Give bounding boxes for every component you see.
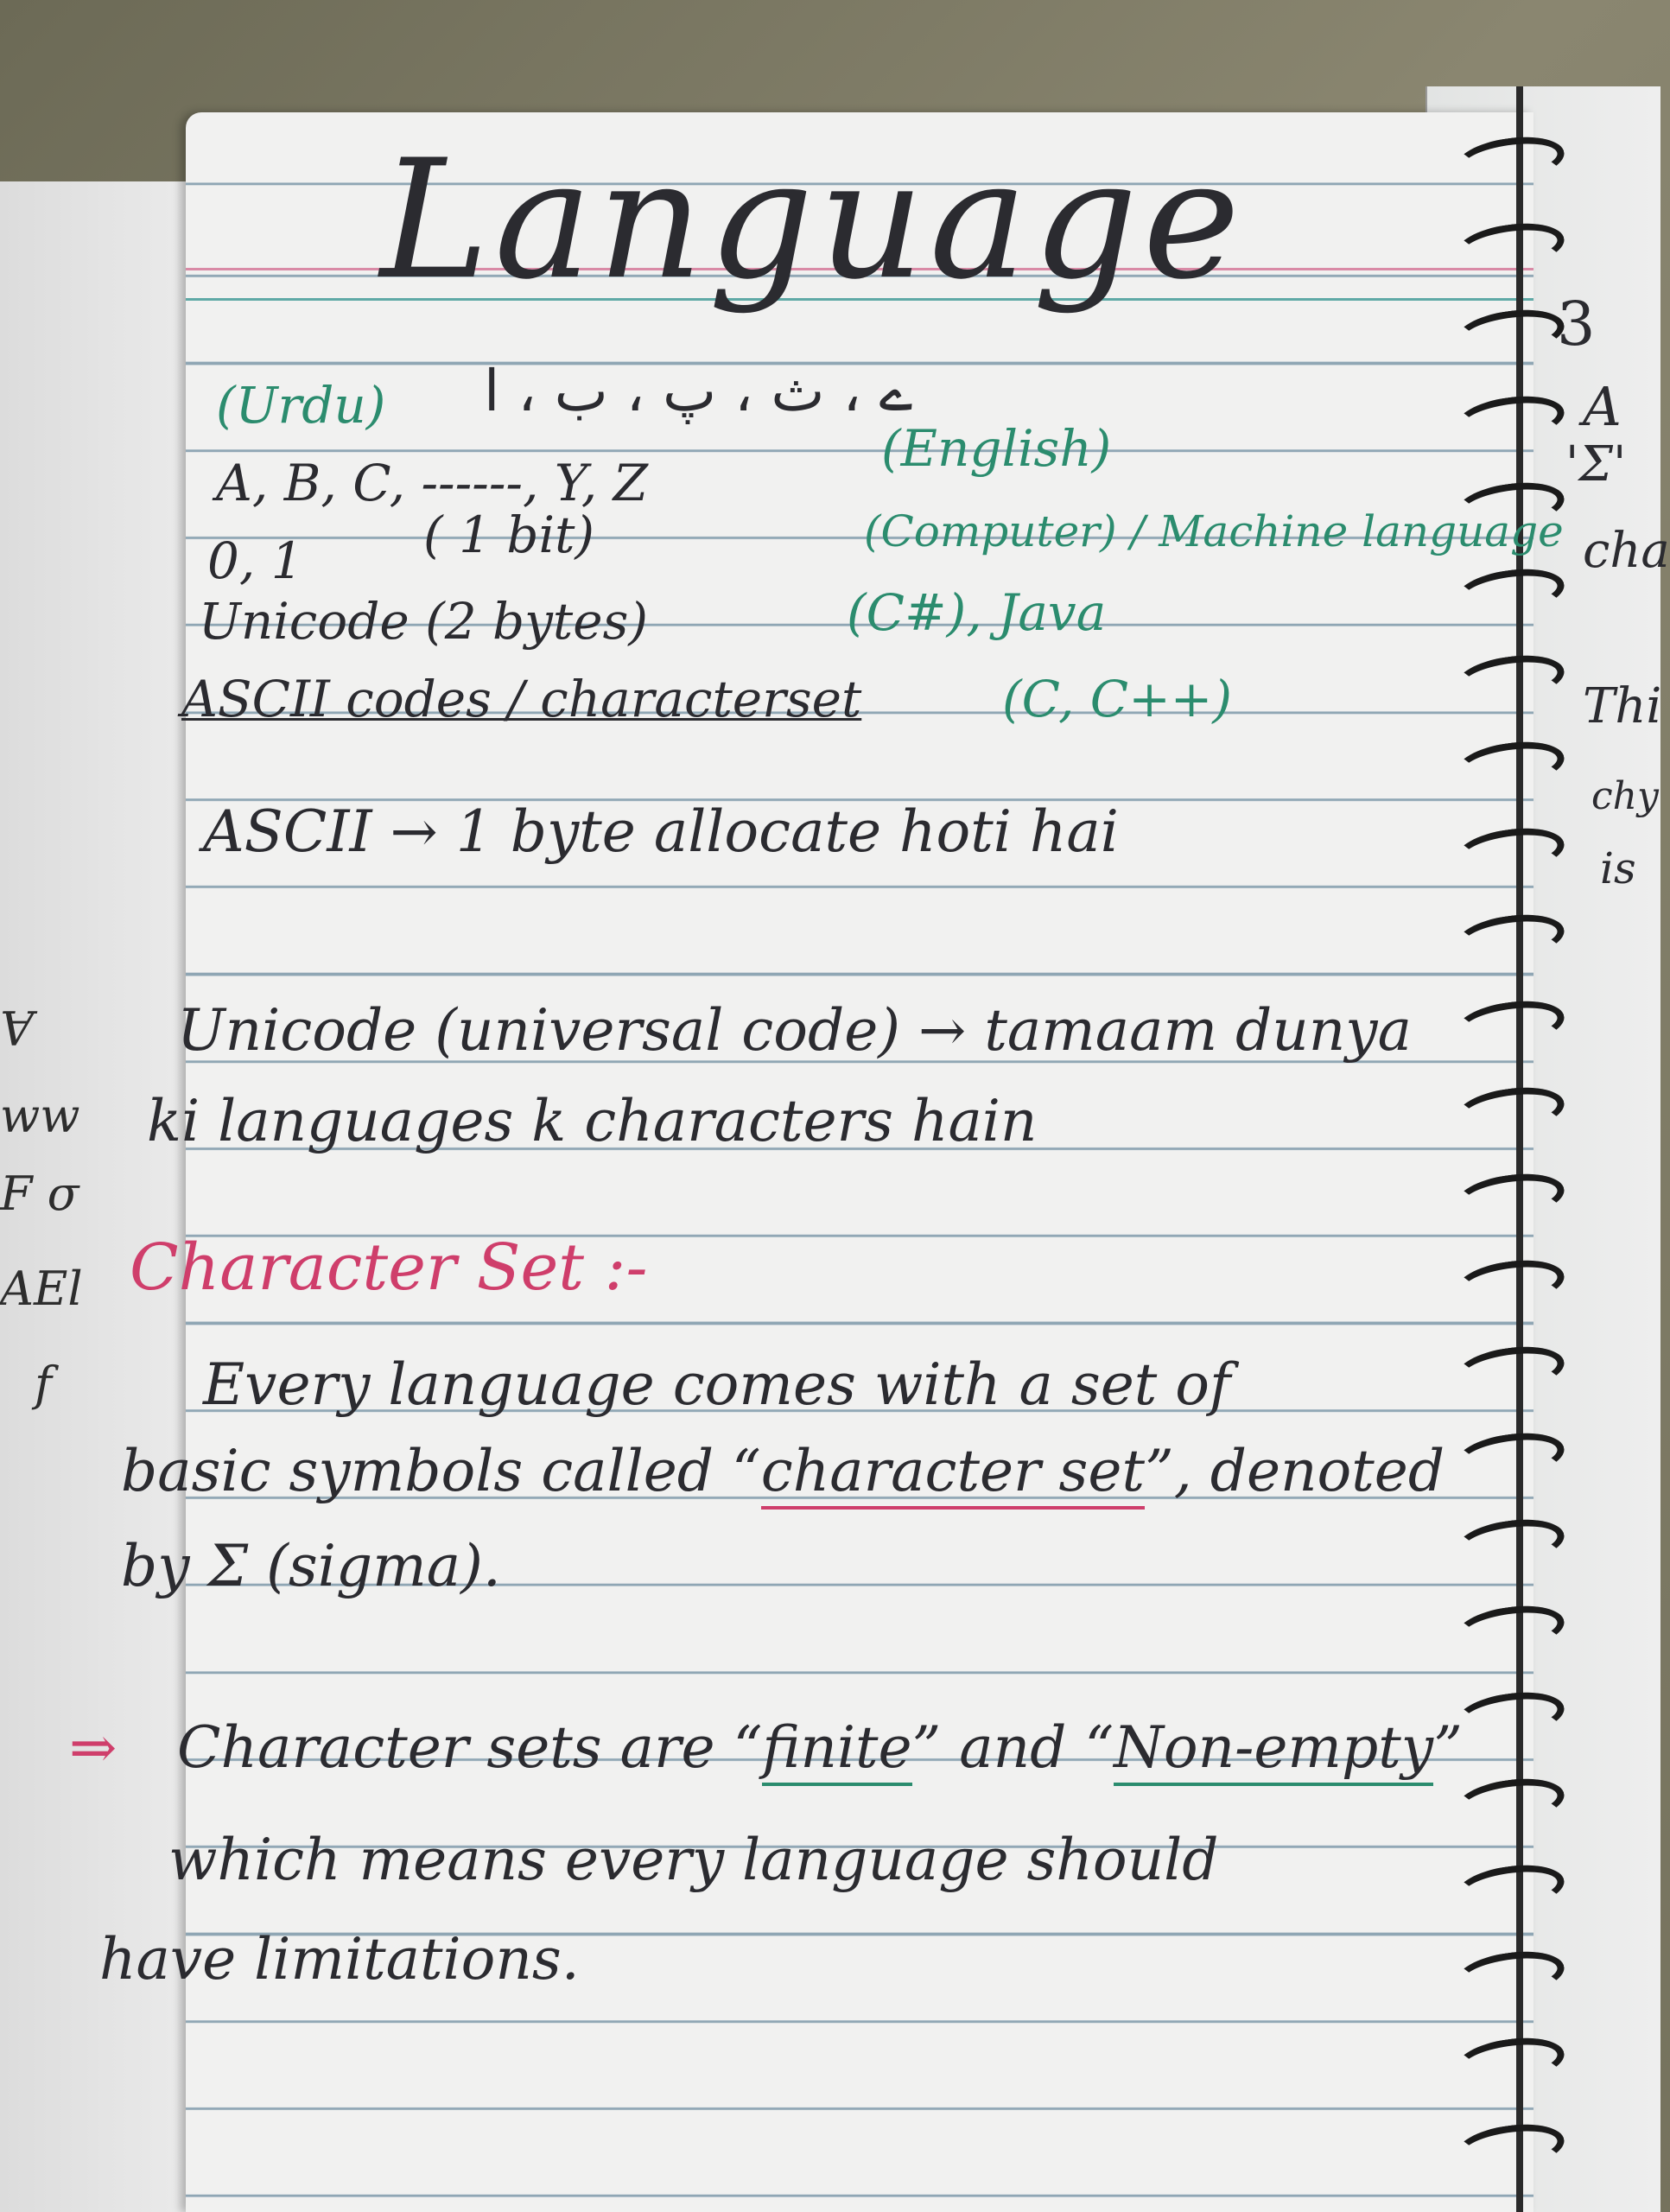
spiral-ring	[1453, 908, 1567, 966]
spiral-ring	[1453, 2031, 1567, 2089]
charset-body-2a: basic symbols called “	[121, 1438, 761, 1504]
non-empty-term: Non-empty	[1114, 1714, 1433, 1786]
finite-1c: ” and “	[911, 1714, 1114, 1781]
character-set-term: character set	[761, 1438, 1145, 1510]
spiral-ring	[1453, 995, 1567, 1052]
right-page-is: is	[1600, 843, 1636, 893]
left-page	[0, 181, 199, 2212]
finite-1e: ”	[1433, 1714, 1463, 1781]
spiral-ring	[1453, 390, 1567, 448]
spiral-ring	[1453, 130, 1567, 188]
finite-line-1	[177, 1714, 1463, 1781]
right-page-thi: Thi	[1583, 678, 1662, 734]
spiral-ring	[1453, 1599, 1567, 1657]
right-page-letter: A	[1583, 375, 1622, 438]
right-page-cha: cha	[1583, 523, 1670, 579]
spiral-ring	[1453, 303, 1567, 361]
spiral-ring	[1453, 1254, 1567, 1312]
charset-body-line-2	[121, 1438, 1445, 1504]
spiral-ring	[1453, 735, 1567, 793]
spiral-ring	[1453, 1686, 1567, 1744]
spiral-ring	[1453, 822, 1567, 880]
english-label: (English)	[881, 419, 1112, 478]
left-margin-c: F σ	[0, 1166, 79, 1221]
spiral-ring	[1453, 1167, 1567, 1225]
spiral-ring	[1453, 649, 1567, 707]
ascii-languages: (C, C++)	[1002, 670, 1233, 728]
binary-bits: ( 1 bit)	[423, 505, 595, 564]
ascii-characterset: ASCII codes / characterset	[181, 670, 862, 728]
left-margin-e: f	[35, 1357, 52, 1411]
spiral-binding	[1456, 121, 1559, 2212]
charset-body-line-3: by Σ (sigma).	[121, 1533, 501, 1599]
spiral-ring	[1453, 1772, 1567, 1830]
spiral-ring	[1453, 1945, 1567, 2003]
spiral-ring	[1453, 217, 1567, 275]
right-page-chy: chy	[1591, 774, 1659, 818]
spiral-ring	[1453, 1513, 1567, 1571]
spiral-ring	[1453, 1427, 1567, 1484]
binary-digits: 0, 1	[207, 531, 303, 590]
finite-1a: Character sets are “	[177, 1714, 763, 1781]
unicode-bytes: Unicode (2 bytes)	[199, 592, 648, 651]
left-margin-a: Ɐ	[0, 1002, 34, 1057]
page-title: Language	[380, 124, 1246, 315]
finite-term: finite	[762, 1714, 911, 1786]
left-margin-d: AEl	[0, 1262, 83, 1316]
spiral-ring	[1453, 1340, 1567, 1398]
english-alphabet: A, B, C, ------, Y, Z	[216, 454, 648, 512]
left-margin-b: ww	[0, 1089, 80, 1143]
notebook-page	[186, 112, 1533, 2212]
finite-line-3: have limitations.	[99, 1926, 580, 1993]
urdu-label: (Urdu)	[216, 376, 386, 435]
right-page-number: 3	[1557, 289, 1596, 359]
spiral-ring	[1453, 563, 1567, 620]
character-set-heading: Character Set :-	[130, 1230, 648, 1305]
unicode-note-line-2: ki languages k characters hain	[147, 1088, 1038, 1154]
unicode-languages: (C#), Java	[847, 583, 1107, 642]
urdu-letters: ے ، ث ، پ ، ب ، ا	[484, 358, 913, 424]
spiral-ring	[1453, 1081, 1567, 1139]
unicode-note-line-1: Unicode (universal code) → tamaam dunya	[177, 997, 1412, 1064]
machine-language-label: (Computer) / Machine language	[864, 506, 1564, 556]
ascii-note: ASCII → 1 byte allocate hoti hai	[203, 798, 1119, 865]
spiral-ring	[1453, 2118, 1567, 2176]
charset-body-2c: ”, denoted	[1145, 1438, 1445, 1504]
spiral-ring	[1453, 1859, 1567, 1916]
arrow-icon: ⇒	[69, 1714, 117, 1781]
finite-line-2: which means every language should	[168, 1827, 1219, 1893]
right-page-sigma: 'Σ'	[1565, 436, 1627, 493]
charset-body-line-1: Every language comes with a set of	[203, 1351, 1231, 1418]
